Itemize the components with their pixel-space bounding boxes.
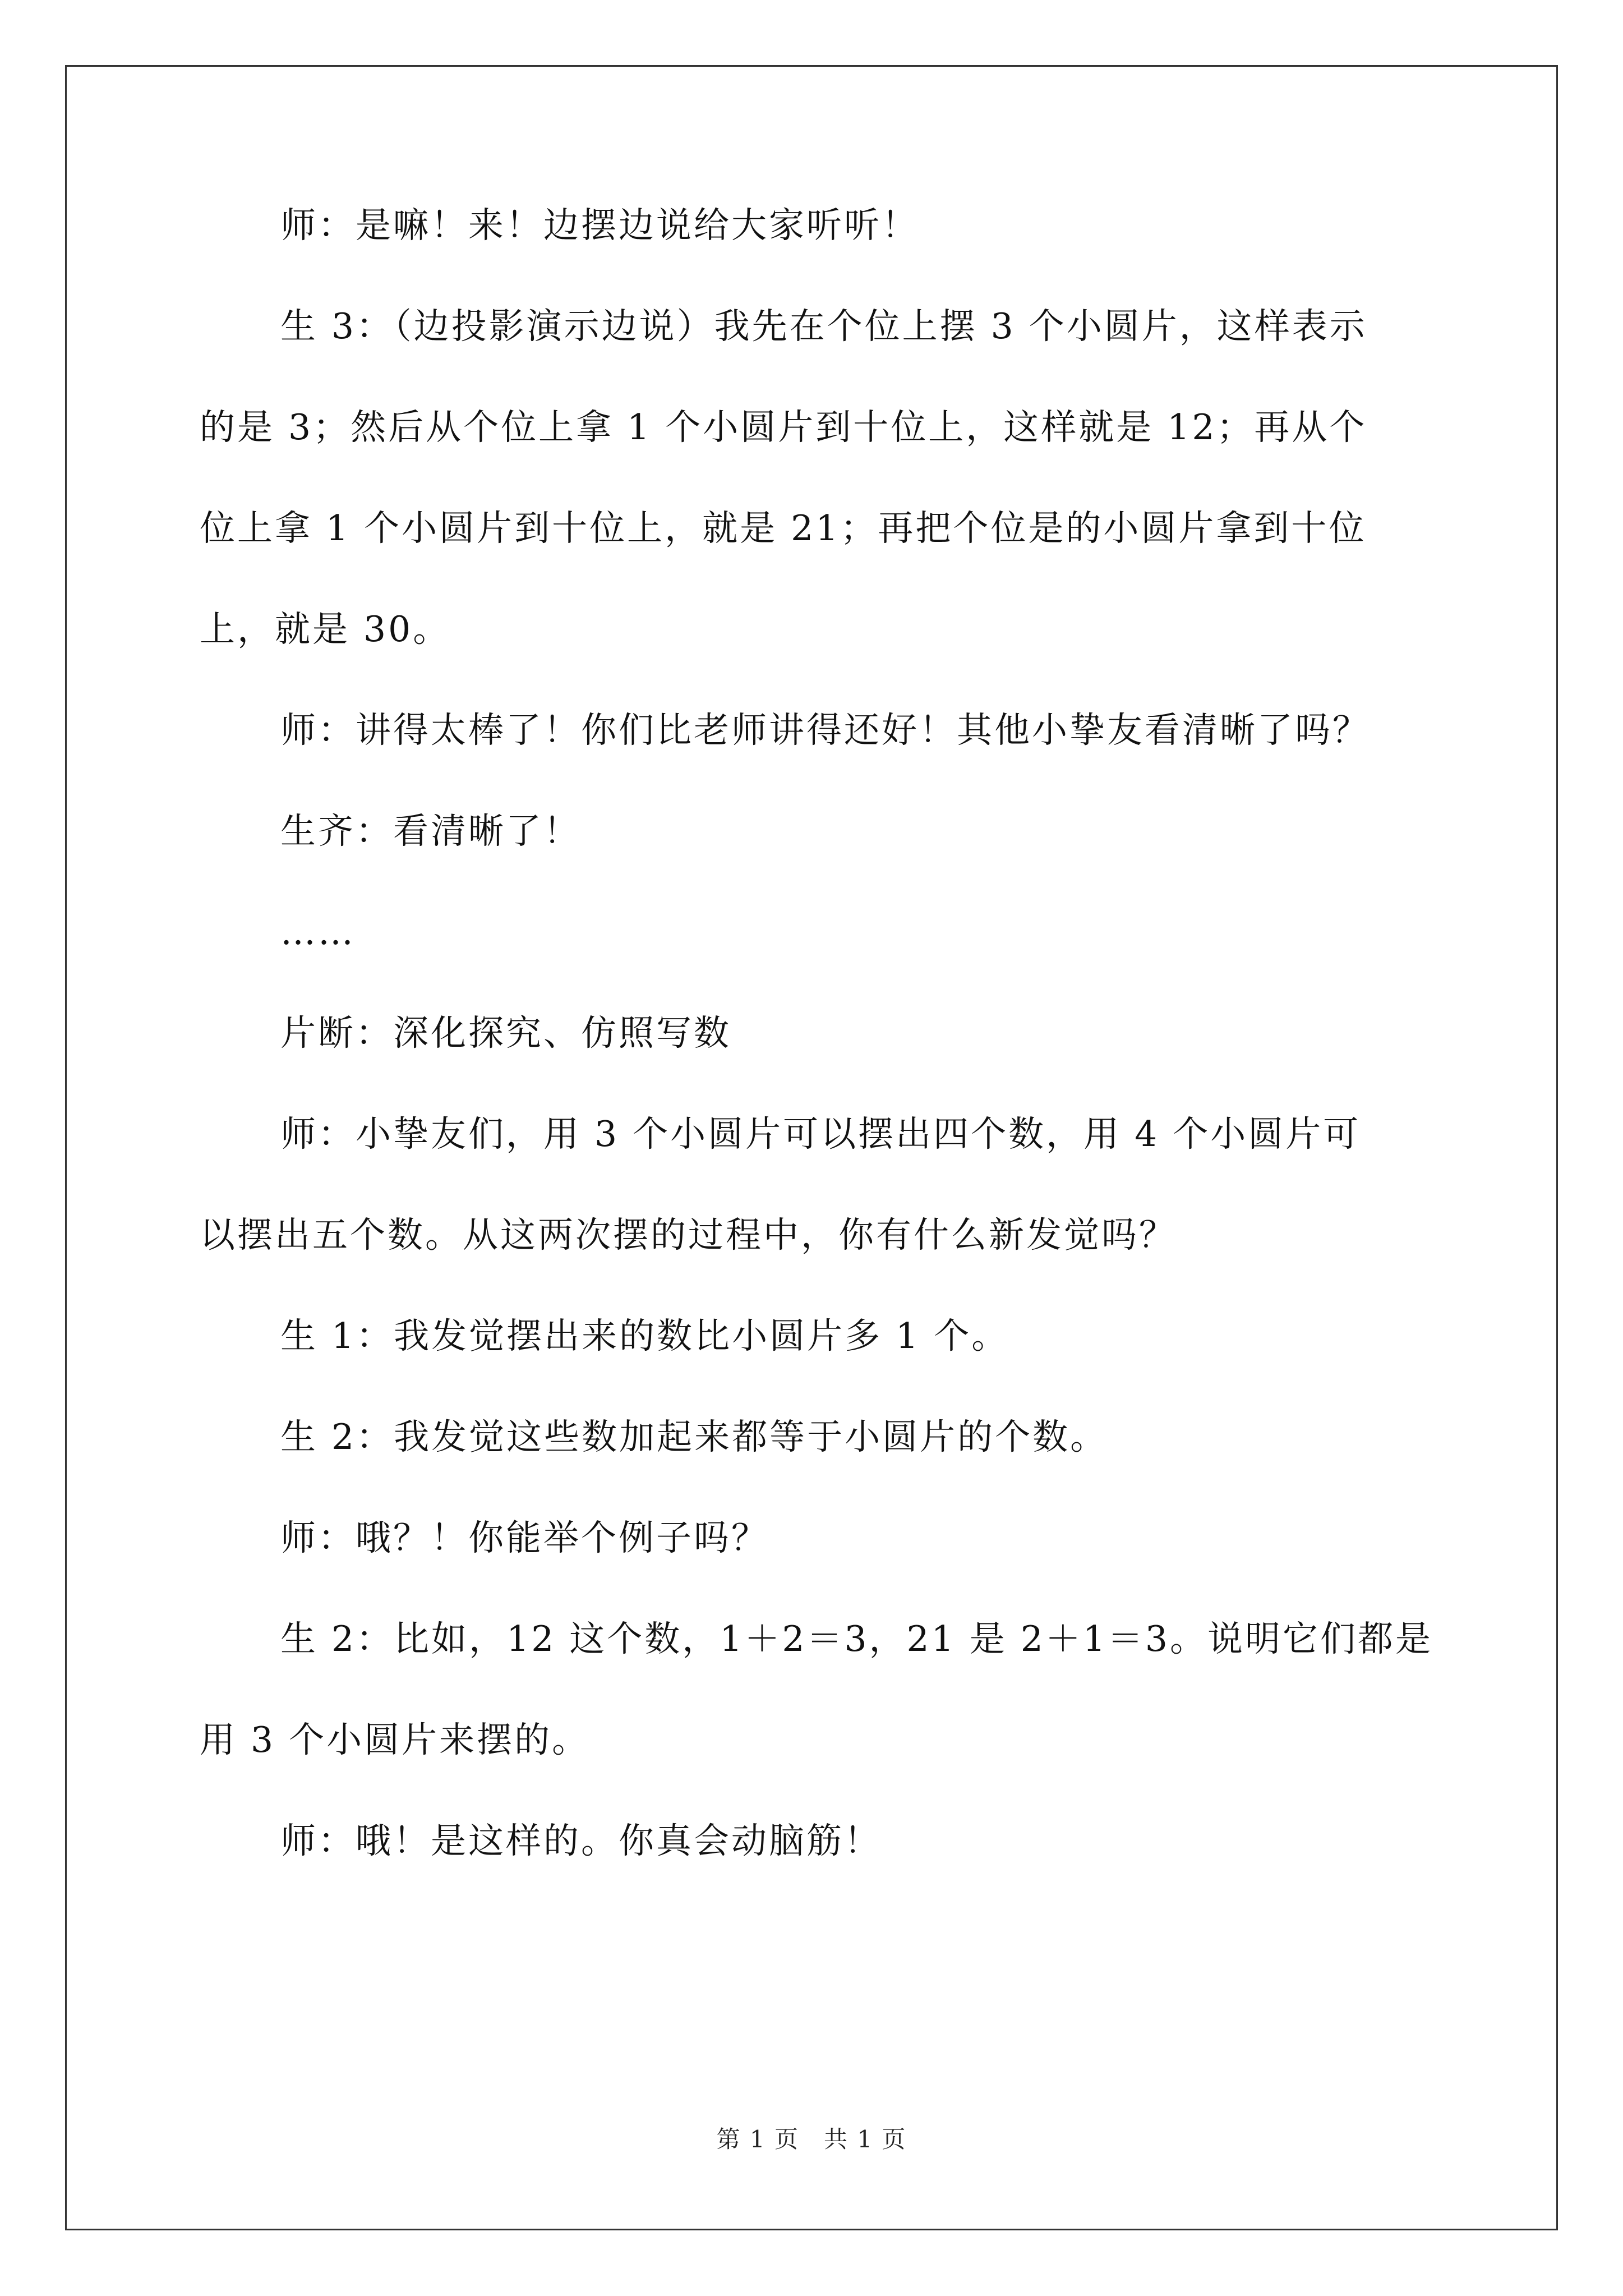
text-line: 生 1：我发觉摆出来的数比小圆片多 1 个。 — [280, 1315, 1009, 1356]
text-line: 生 3：（边投影演示边说）我先在个位上摆 3 个小圆片，这样表示 — [280, 306, 1367, 347]
text-line: 上，就是 30。 — [200, 609, 451, 650]
text-line: 师：小挚友们，用 3 个小圆片可以摆出四个数，用 4 个小圆片可 — [280, 1114, 1361, 1154]
paragraph-3 — [200, 710, 1433, 751]
paragraph-4 — [200, 811, 1433, 852]
text-line: 以摆出五个数。从这两次摆的过程中，你有什么新发觉吗？ — [200, 1214, 1177, 1255]
paragraph-1 — [200, 205, 1433, 246]
text-line: 生齐：看清晰了！ — [280, 811, 581, 852]
paragraph-10 — [200, 1517, 1433, 1558]
paragraph-9 — [200, 1416, 1433, 1457]
paragraph-11 — [200, 1618, 1433, 1760]
text-line: 位上拿 1 个小圆片到十位上，就是 21；再把个位是的小圆片拿到十位 — [200, 508, 1367, 549]
paragraph-5 — [200, 912, 1433, 953]
text-line: 师：是嘛！来！边摆边说给大家听听！ — [280, 205, 919, 246]
paragraph-2 — [200, 306, 1433, 650]
text-line: 用 3 个小圆片来摆的。 — [200, 1719, 590, 1760]
text-line: 师：讲得太棒了！你们比老师讲得还好！其他小挚友看清晰了吗？ — [280, 710, 1370, 751]
paragraph-12 — [200, 1820, 1433, 1861]
text-line: 片断：深化探究、仿照写数 — [280, 1013, 731, 1053]
paragraph-7 — [200, 1114, 1433, 1255]
text-line: 的是 3；然后从个位上拿 1 个小圆片到十位上，这样就是 12；再从个 — [200, 407, 1367, 448]
paragraph-6 — [200, 1013, 1433, 1053]
page-number-footer: 第 1 页 共 1 页 — [716, 2125, 907, 2153]
text-line: 生 2：比如，12 这个数，1＋2＝3，21 是 2＋1＝3。说明它们都是 — [280, 1618, 1433, 1659]
text-line: 生 2：我发觉这些数加起来都等于小圆片的个数。 — [280, 1416, 1108, 1457]
text-line: 师：哦？！你能举个例子吗？ — [280, 1517, 769, 1558]
document-body — [200, 205, 1433, 1921]
text-line: 师：哦！是这样的。你真会动脑筋！ — [280, 1820, 882, 1861]
paragraph-8 — [200, 1315, 1433, 1356]
text-line: …… — [280, 912, 356, 953]
